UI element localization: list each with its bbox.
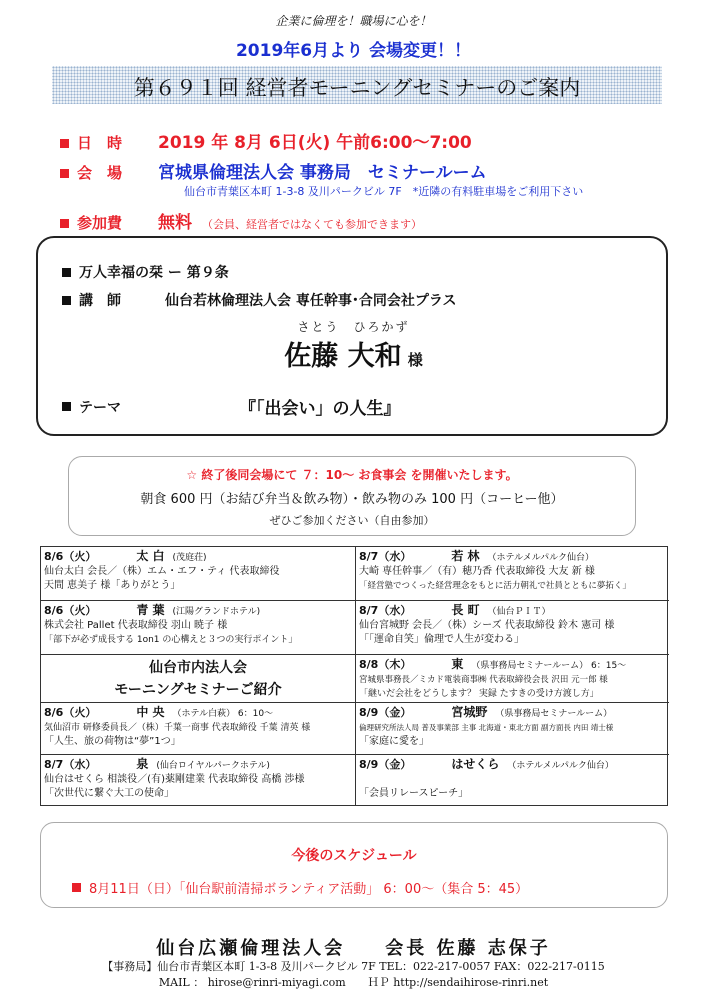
seminar-speaker: 大崎 専任幹事／（有）穂乃香 代表取締役 大友 新 様 <box>359 566 595 577</box>
seminar-date: 8/8（木） <box>359 658 412 671</box>
seminar-theme: 「次世代に繋ぐ大工の使命」 <box>44 788 174 799</box>
theme-value: 『「出会い」の人生』 <box>239 399 401 419</box>
center-subtitle: モーニングセミナーご紹介 <box>114 682 282 698</box>
venue-change-notice: 2019年6月より 会場変更！！ <box>235 41 472 61</box>
seminar-date: 8/7（水） <box>359 604 412 617</box>
fee-note: （会員、経営者ではなくても参加できます） <box>202 218 422 231</box>
seminar-date: 8/6（火） <box>44 550 97 563</box>
seminar-cell <box>356 547 669 601</box>
center-title: 仙台市内法人会 <box>149 660 247 676</box>
bullet-square-icon <box>72 883 81 892</box>
seminar-venue: (仙台ロイヤルパークホテル) <box>156 761 270 771</box>
seminar-cell <box>356 703 669 755</box>
rule-row <box>62 262 229 282</box>
seminar-name: 中 央 <box>136 705 165 719</box>
venue-label: 会 場 <box>77 164 123 182</box>
lecturer-row <box>62 290 456 310</box>
schedule-item <box>72 878 528 897</box>
seminar-venue: （ホテルメルパルク仙台） <box>487 553 594 563</box>
fee-value: 無料 <box>158 213 192 233</box>
page-title: 第６９１回 経営者モーニングセミナーのご案内 <box>133 76 581 100</box>
seminar-name: 宮城野 <box>451 705 488 719</box>
theme-row <box>62 394 401 419</box>
speaker-name: 佐藤 大和 <box>284 341 402 372</box>
seminar-name: 泉 <box>136 757 149 771</box>
footer-president: 会長 佐藤 志保子 <box>385 938 551 959</box>
seminar-name: 若 林 <box>451 549 480 563</box>
seminar-theme: 天間 恵美子 様「ありがとう」 <box>44 580 181 591</box>
seminar-speaker: 気仙沼市 研修委員長／（株）千葉一商事 代表取締役 千葉 清英 様 <box>44 723 311 733</box>
meal-line-3: ぜひご参加ください（自由参加） <box>269 514 435 527</box>
footer-org: 仙台広瀬倫理法人会 <box>156 938 346 959</box>
venue-row <box>60 158 487 183</box>
seminar-theme: 「会員リレースピーチ」 <box>359 788 469 799</box>
seminar-name: はせくら <box>451 757 500 771</box>
seminar-grid <box>40 546 668 806</box>
venue-value: 宮城県倫理法人会 事務局 セミナールーム <box>158 163 487 183</box>
seminar-date: 8/6（火） <box>44 706 97 719</box>
meal-line-1: ☆ 終了後同会場にて ７：10～ お食事会 を開催いたします。 <box>186 468 518 482</box>
seminar-cell <box>356 755 669 807</box>
seminar-venue: （県事務局セミナールーム） 6：15～ <box>471 661 627 671</box>
seminar-speaker: 倫理研究所法人局 普及事業部 主事 北海道・東北方面 副方面長 内田 靖士様 <box>359 723 614 732</box>
seminar-venue: （仙台ＰＩＴ） <box>487 607 551 617</box>
fee-label: 参加費 <box>77 214 123 232</box>
seminar-name: 太 白 <box>136 549 165 563</box>
theme-label: テーマ <box>79 399 121 416</box>
seminar-date: 8/9（金） <box>359 706 412 719</box>
seminar-cell <box>41 755 355 807</box>
seminar-theme: 「継いだ会社をどうします？ 実録 たすきの受け方渡し方」 <box>359 689 599 699</box>
seminar-date: 8/7（水） <box>359 550 412 563</box>
lecturer-label: 講 師 <box>79 293 121 309</box>
seminar-date: 8/9（金） <box>359 758 412 771</box>
seminar-speaker: 仙台太白 会長／（株）エム・エフ・ティ 代表取締役 <box>44 566 280 577</box>
rule-label: 万人幸福の栞 ー 第９条 <box>79 265 229 281</box>
seminar-speaker <box>359 773 666 787</box>
bullet-square-icon <box>60 169 69 178</box>
seminar-theme: 「「運命自笑」倫理で人生が変わる」 <box>359 634 524 645</box>
bullet-square-icon <box>60 219 69 228</box>
schedule-title: 今後のスケジュール <box>291 848 417 864</box>
bullet-square-icon <box>62 402 71 411</box>
center-title-box <box>41 655 355 703</box>
footer-org-line <box>0 934 707 960</box>
seminar-date: 8/7（水） <box>44 758 97 771</box>
seminar-speaker: 仙台はせくら 相談役／(有)薬剛建業 代表取締役 高橋 渉様 <box>44 774 305 785</box>
seminar-theme: 「家庭に愛を」 <box>359 736 429 747</box>
venue-address: 仙台市青葉区本町 1-3-8 及川パークビル 7F *近隣の有料駐車場をご利用下さい <box>184 185 584 198</box>
seminar-speaker: 株式会社 Pallet 代表取締役 羽山 暁子 様 <box>44 620 228 631</box>
seminar-cell <box>41 601 355 655</box>
fee-row <box>60 208 422 233</box>
seminar-cell <box>356 601 669 655</box>
seminar-cell <box>356 655 669 703</box>
seminar-theme: 「人生、旅の荷物は“夢”1つ」 <box>44 736 181 747</box>
date-label: 日 時 <box>77 134 123 152</box>
seminar-theme: 「部下が必ず成長する 1on1 の心構えと３つの実行ポイント」 <box>44 635 298 645</box>
bullet-square-icon <box>60 139 69 148</box>
speaker-honorific: 様 <box>407 351 423 369</box>
seminar-venue: （ホテル白萩） 6：10～ <box>172 709 274 719</box>
seminar-venue: (江陽グランドホテル) <box>172 607 261 617</box>
meal-line-2: 朝食 600 円（お結び弁当＆飲み物）・飲み物のみ 100 円（コーヒー他） <box>140 492 564 507</box>
seminar-name: 長 町 <box>451 603 480 617</box>
seminar-speaker: 宮城県事務長／ミカド電装商事㈱ 代表取締役会長 沢田 元一郎 様 <box>359 675 608 685</box>
seminar-name: 東 <box>451 657 464 671</box>
seminar-cell <box>41 547 355 601</box>
speaker-name-line <box>0 334 707 373</box>
date-row <box>60 128 472 153</box>
footer-contact: MAIL ： hirose@rinri-miyagi.com ＨＰ http://sendaihirose-rinri.net <box>158 976 549 989</box>
seminar-date: 8/6（火） <box>44 604 97 617</box>
bullet-square-icon <box>62 296 71 305</box>
slogan: 企業に倫理を！職場に心を！ <box>275 14 432 28</box>
speaker-ruby: さとう ひろかず <box>297 320 410 334</box>
seminar-cell <box>41 703 355 755</box>
seminar-name: 青 葉 <box>136 603 165 617</box>
lecturer-affiliation: 仙台若林倫理法人会 専任幹事･合同会社プラス <box>165 293 457 309</box>
seminar-speaker: 仙台宮城野 会長／（株）シーズ 代表取締役 鈴木 憲司 様 <box>359 620 615 631</box>
footer-address: 【事務局】仙台市青葉区本町 1-3-8 及川パークビル 7F TEL：022-217-0057 FAX：022-217-0115 <box>102 960 605 973</box>
bullet-square-icon <box>62 268 71 277</box>
seminar-venue: (茂庭荘) <box>172 553 207 563</box>
schedule-item-text: 8月11日（日）「仙台駅前清掃ボランティア活動」 6：00～（集合 5：45） <box>89 882 529 897</box>
date-value: 2019 年 8月 6日(火) 午前6:00～7:00 <box>158 133 472 153</box>
seminar-theme: 「経営塾でつくった経営理念をもとに活力朝礼で社員とともに夢拓く」 <box>359 581 631 591</box>
seminar-venue: （ホテルメルパルク仙台） <box>507 761 614 771</box>
seminar-venue: （県事務局セミナールーム） <box>495 709 613 719</box>
